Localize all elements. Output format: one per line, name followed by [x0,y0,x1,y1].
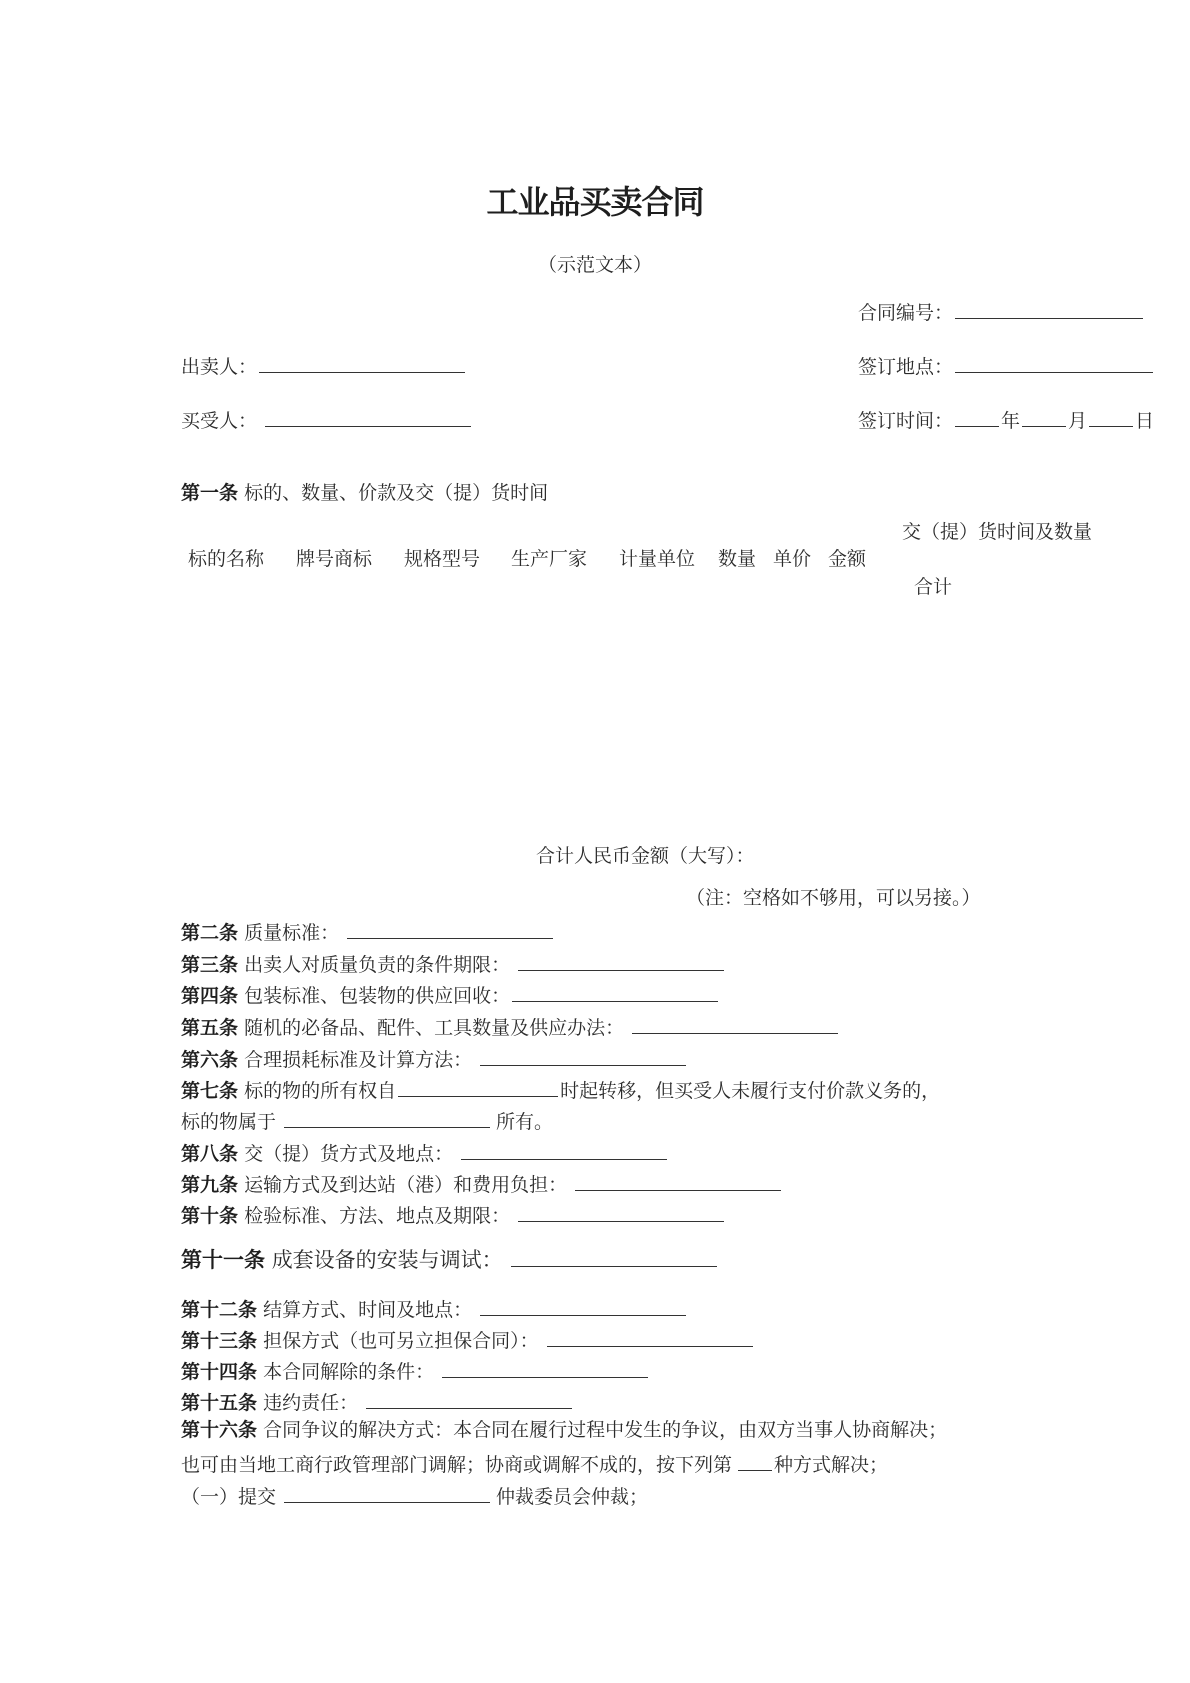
article-text-after: 种方式解决； [774,1454,889,1476]
transfer-time-blank[interactable] [398,1078,558,1097]
article-4 [181,983,720,1006]
article-blank[interactable] [461,1141,667,1160]
article-7-cont [181,1109,553,1132]
article-number: 第十三条 [181,1330,258,1352]
col-header-spec: 规格型号 [404,548,481,570]
article-14 [181,1359,650,1382]
article-number: 第五条 [181,1017,239,1039]
col-header-name: 标的名称 [188,548,265,570]
article-text: 交（提）货方式及地点： [244,1143,454,1165]
article-blank[interactable] [512,983,718,1002]
contract-no-field [858,300,1145,323]
article-text: 本合同解除的条件： [263,1361,435,1383]
article-13 [181,1328,755,1351]
article-number: 第二条 [181,922,239,944]
article-text: 质量标准： [244,922,340,944]
col-header-manufacturer: 生产厂家 [511,548,588,570]
day-label: 日 [1135,410,1155,432]
article-number: 第九条 [181,1174,239,1196]
article-blank[interactable] [518,1203,724,1222]
article-text-after: 所有。 [496,1111,554,1133]
option-text: （一）提交 [181,1486,277,1508]
delivery-header: 交（提）货时间及数量 [902,521,1093,543]
article-text: 标的物的所有权自 [244,1080,397,1102]
total-amount-label: 合计人民币金额（大写）： [536,845,755,867]
article-12 [181,1297,688,1320]
sign-time-label: 签订时间： [858,410,954,432]
day-blank[interactable] [1089,408,1133,427]
document-subtitle: （示范文本） [537,254,652,276]
month-label: 月 [1068,410,1088,432]
year-label: 年 [1001,410,1021,432]
article-7 [181,1078,940,1101]
article-blank[interactable] [366,1390,572,1409]
article-number: 第三条 [181,954,239,976]
article-3 [181,952,726,975]
article-text: 违约责任： [263,1392,359,1414]
article-number: 第十六条 [181,1419,258,1441]
article-number: 第七条 [181,1080,239,1102]
article-text: 合理损耗标准及计算方法： [244,1049,473,1071]
col-header-unit: 计量单位 [619,548,696,570]
article-number: 第十二条 [181,1299,258,1321]
article-number: 第六条 [181,1049,239,1071]
buyer-label: 买受人： [181,410,258,432]
article-11 [181,1248,719,1271]
method-number-blank[interactable] [738,1452,772,1471]
article-blank[interactable] [632,1015,838,1034]
contract-no-label: 合同编号： [858,302,954,324]
article-blank[interactable] [347,920,553,939]
article-blank[interactable] [518,952,724,971]
article-text: 包装标准、包装物的供应回收： [244,985,511,1007]
option-text-after: 仲裁委员会仲裁； [496,1486,649,1508]
article-9 [181,1172,783,1195]
col-header-unit-price: 单价 [773,548,812,570]
article-number: 第十条 [181,1205,239,1227]
article-blank[interactable] [442,1359,648,1378]
article-text: 检验标准、方法、地点及期限： [244,1205,511,1227]
article-text: 标的物属于 [181,1111,277,1133]
article-text-after: 时起转移，但买受人未履行支付价款义务的， [560,1080,941,1102]
buyer-field [181,408,473,431]
article-text: 合同争议的解决方式：本合同在履行过程中发生的争议，由双方当事人协商解决； [263,1419,948,1441]
article-1 [181,484,548,503]
article-2 [181,920,555,943]
article-text: 运输方式及到达站（港）和费用负担： [244,1174,568,1196]
article-number: 第十一条 [181,1248,265,1272]
seller-blank[interactable] [259,354,465,373]
article-15 [181,1390,574,1413]
total-header: 合计 [914,576,953,598]
article-blank[interactable] [480,1297,686,1316]
article-blank[interactable] [575,1172,781,1191]
seller-field [181,354,467,377]
article-text: 担保方式（也可另立担保合同）： [263,1330,539,1352]
article-number: 第一条 [181,482,239,504]
article-text: 结算方式、时间及地点： [263,1299,473,1321]
article-text: 也可由当地工商行政管理部门调解；协商或调解不成的，按下列第 [181,1454,733,1476]
article-blank[interactable] [480,1047,686,1066]
col-header-amount: 金额 [828,548,867,570]
sign-place-label: 签订地点： [858,356,954,378]
article-16 [181,1421,947,1440]
article-number: 第八条 [181,1143,239,1165]
seller-label: 出卖人： [181,356,258,378]
article-text: 出卖人对质量负责的条件期限： [244,954,511,976]
article-blank[interactable] [547,1328,753,1347]
article-6 [181,1047,688,1070]
document-title: 工业品买卖合同 [486,183,704,221]
article-16-option-1 [181,1484,648,1507]
article-text: 成套设备的安装与调试： [271,1248,503,1272]
col-header-brand: 牌号商标 [296,548,373,570]
arbitration-commission-blank[interactable] [284,1484,490,1503]
article-8 [181,1141,669,1164]
buyer-blank[interactable] [265,408,471,427]
article-text: 随机的必备品、配件、工具数量及供应办法： [244,1017,625,1039]
sign-place-blank[interactable] [955,354,1153,373]
year-blank[interactable] [955,408,999,427]
article-number: 第四条 [181,985,239,1007]
article-number: 第十五条 [181,1392,258,1414]
contract-no-blank[interactable] [955,300,1143,319]
article-16-line2 [181,1452,888,1475]
owner-blank[interactable] [284,1109,490,1128]
sign-place-field [858,354,1155,377]
col-header-quantity: 数量 [718,548,757,570]
article-text: 标的、数量、价款及交（提）货时间 [244,482,549,504]
article-blank[interactable] [511,1248,717,1267]
note: （注：空格如不够用，可以另接。） [686,887,981,909]
article-10 [181,1203,726,1226]
article-number: 第十四条 [181,1361,258,1383]
article-5 [181,1015,840,1038]
month-blank[interactable] [1022,408,1066,427]
sign-time-field [858,408,1154,431]
